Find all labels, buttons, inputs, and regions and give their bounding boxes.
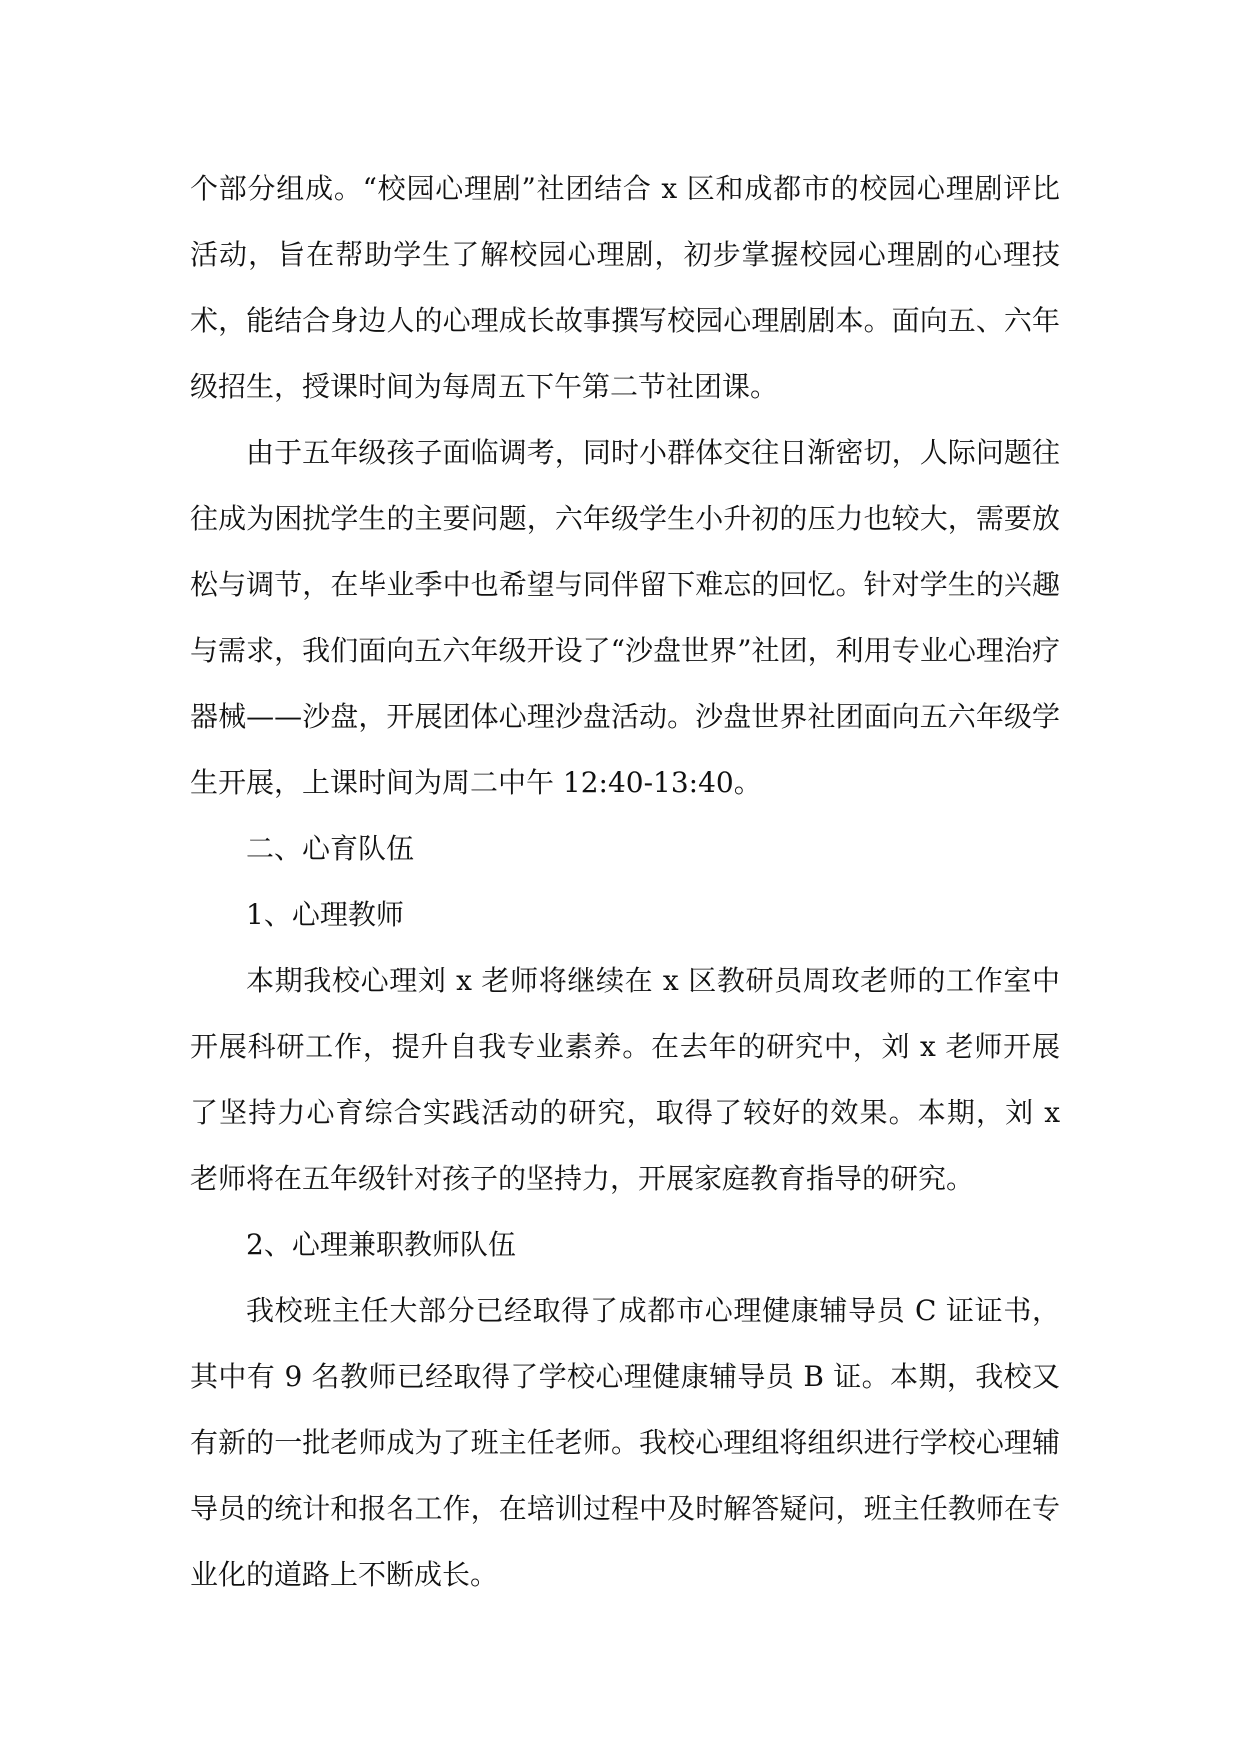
paragraph-drama-club: 个部分组成。“校园心理剧”社团结合 x 区和成都市的校园心理剧评比活动，旨在帮助学生了解校园心理剧，初步掌握校园心理剧的心理技术，能结合身边人的心理成长故事撰写校园心理剧剧本。面向五、六年级招生，授课时间为每周五下午第二节社团课。	[190, 172, 1060, 403]
paragraph-sandplay-club: 由于五年级孩子面临调考，同时小群体交往日渐密切，人际问题往往成为困扰学生的主要问题，六年级学生小升初的压力也较大，需要放松与调节，在毕业季中也希望与同伴留下难忘的回忆。针对学生的兴趣与需求，我们面向五六年级开设了“沙盘世界”社团，利用专业心理治疗器械——沙盘，开展团体心理沙盘活动。沙盘世界社团面向五六年级学生开展，上课时间为周二中午 12:40-13:40。	[190, 436, 1060, 799]
document-body	[190, 156, 1060, 1608]
paragraph-parttime-teachers: 我校班主任大部分已经取得了成都市心理健康辅导员 C 证证书，其中有 9 名教师已经取得了学校心理健康辅导员 B 证。本期，我校又有新的一批老师成为了班主任老师。我校心理组将组织进行学校心理辅导员的统计和报名工作，在培训过程中及时解答疑问，班主任教师在专业化的道路上不断成长。	[190, 1294, 1060, 1591]
section-heading-team: 二、心育队伍	[246, 832, 415, 865]
subheading-parttime-teachers: 2、心理兼职教师队伍	[246, 1228, 516, 1261]
subheading-psych-teacher: 1、心理教师	[246, 898, 404, 931]
paragraph-psych-teacher: 本期我校心理刘 x 老师将继续在 x 区教研员周玫老师的工作室中开展科研工作，提升自我专业素养。在去年的研究中，刘 x 老师开展了坚持力心育综合实践活动的研究，取得了较好的效果。本期，刘 x 老师将在五年级针对孩子的坚持力，开展家庭教育指导的研究。	[190, 964, 1060, 1195]
